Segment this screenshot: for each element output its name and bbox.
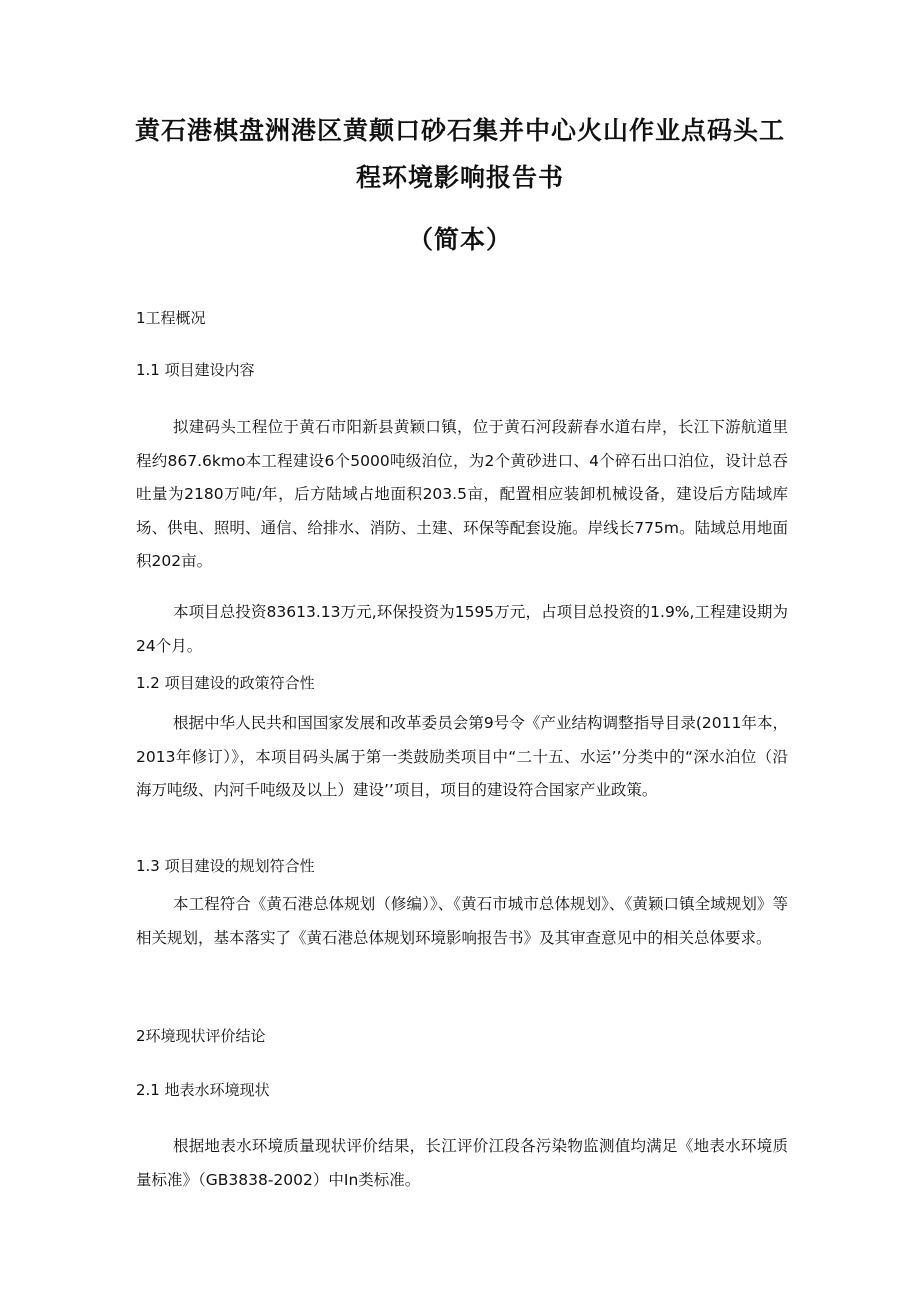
- paragraph-project-content: 拟建码头工程位于黄石市阳新县黄颖口镇，位于黄石河段薪春水道右岸，长江下游航道里程约867.6kmo本工程建设6个5000吨级泊位，为2个黄砂进口、4个碎石出口泊位，设计总吞吐量为2180万吨/年，后方陆域占地面积203.5亩，配置相应装卸机械设备，建设后方陆域库场、供电、照明、通信、给排水、消防、土建、环保等配套设施。岸线长775m。陆域总用地面积202亩。: [136, 418, 788, 570]
- doc-subtitle: （简本）: [407, 225, 512, 254]
- section-heading-2: 2环境现状评价结论: [136, 1027, 266, 1045]
- section-heading-2-1: 2.1 地表水环境现状: [136, 1081, 270, 1099]
- paragraph-surface-water: 根据地表水环境质量现状评价结果，长江评价江段各污染物监测值均满足《地表水环境质量标准》（GB3838-2002）中In类标准。: [136, 1137, 788, 1189]
- section-heading-1: 1工程概况: [136, 309, 206, 327]
- doc-title-line1: 黄石港棋盘洲港区黄颠口砂石集并中心火山作业点码头工: [134, 116, 785, 145]
- section-heading-1-1: 1.1 项目建设内容: [136, 361, 255, 379]
- doc-title-line2: 程环境影响报告书: [355, 163, 564, 192]
- paragraph-planning: 本工程符合《黄石港总体规划（修编）》、《黄石市城市总体规划》、《黄颖口镇全域规划》等相关规划，基本落实了《黄石港总体规划环境影响报告书》及其审查意见中的相关总体要求。: [136, 895, 788, 947]
- section-heading-1-3: 1.3 项目建设的规划符合性: [136, 857, 315, 875]
- paragraph-policy: 根据中华人民共和国国家发展和改革委员会第9号令《产业结构调整指导目录(2011年本，2013年修订）》，本项目码头属于第一类鼓励类项目中“二十五、水运’’分类中的“深水泊位（沿海万吨级、内河千吨级及以上）建设’’项目，项目的建设符合国家产业政策。: [136, 714, 788, 799]
- section-heading-1-2: 1.2 项目建设的政策符合性: [136, 674, 315, 692]
- paragraph-investment: 本项目总投资83613.13万元,环保投资为1595万元，占项目总投资的1.9%,工程建设期为24个月。: [136, 603, 788, 655]
